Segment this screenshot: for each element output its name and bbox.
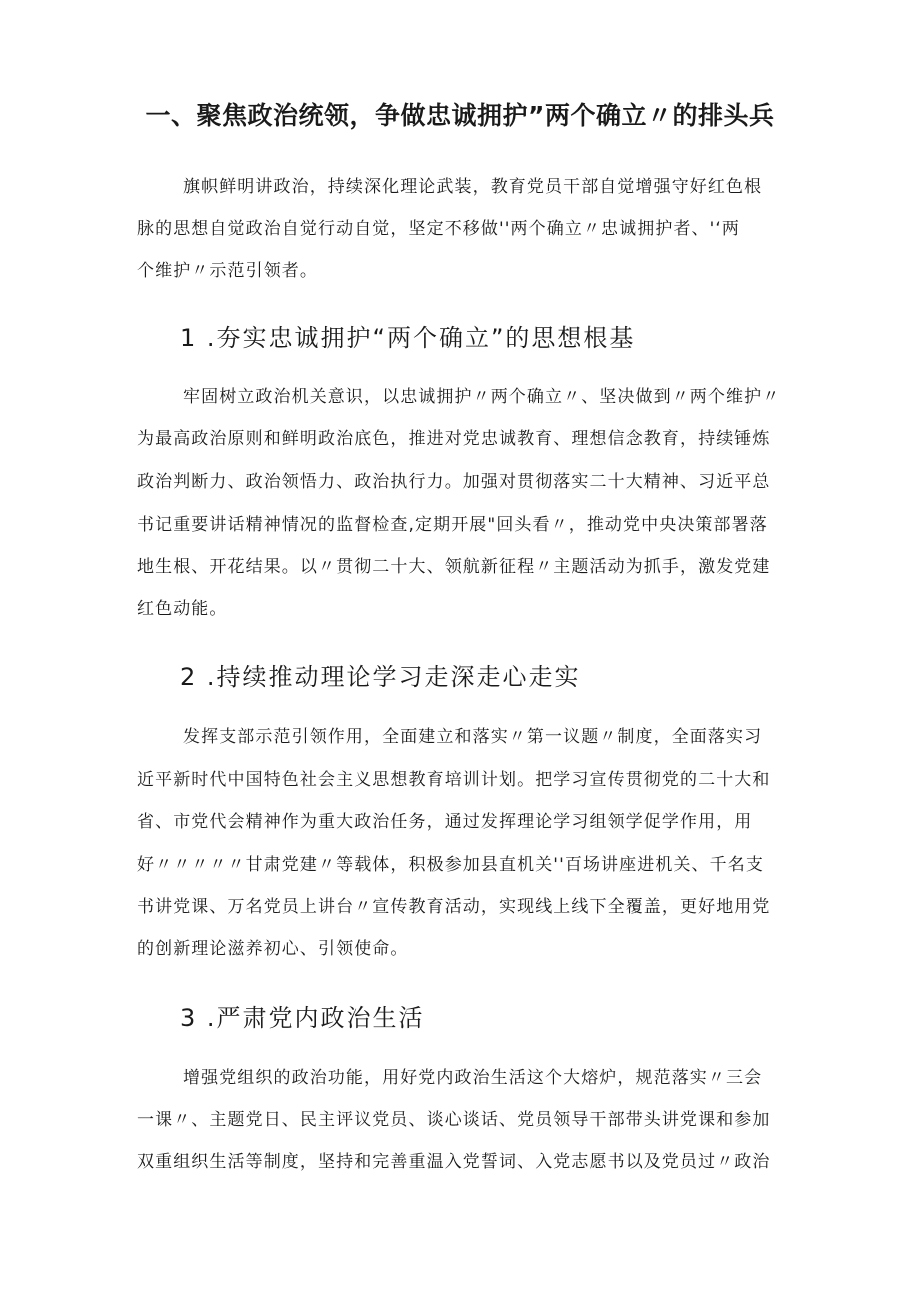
paragraph-line: 脉的思想自觉政治自觉行动自觉，坚定不移做''两个确立〃忠诚拥护者、'‘两 [137, 219, 741, 239]
paragraph-line: 旗帜鲜明讲政治，持续深化理论武装，教育党员干部自觉增强守好红色根 [183, 177, 763, 197]
paragraph-line: 个维护〃示范引领者。 [137, 261, 318, 281]
paragraph-line: 一课〃、主题党日、民主评议党员、谈心谈话、党员领导干部带头讲党课和参加 [137, 1110, 771, 1130]
paragraph-line: 为最高政治原则和鲜明政治底色，推进对党忠诚教育、理想信念教育，持续锤炼 [137, 429, 771, 449]
paragraph-line: 牢固树立政治机关意识，以忠诚拥护〃两个确立〃、坚决做到〃两个维护〃 [183, 387, 781, 407]
paragraph-line: 增强党组织的政治功能，用好党内政治生活这个大熔炉，规范落实〃三会 [183, 1068, 763, 1088]
paragraph-line: 地生根、开花结果。以〃贯彻二十大、领航新征程〃主题活动为抓手，激发党建 [137, 557, 771, 577]
section-heading-2: 2 .持续推动理论学习走深走心走实 [180, 663, 581, 691]
paragraph-line: 书讲党课、万名党员上讲台〃宣传教育活动，实现线上线下全覆盖，更好地用党 [137, 897, 771, 917]
paragraph-line: 双重组织生活等制度，坚持和完善重温入党誓词、入党志愿书以及党员过〃政治 [137, 1152, 771, 1172]
section-heading-3: 3 .严肃党内政治生活 [180, 1004, 425, 1032]
paragraph-line: 近平新时代中国特色社会主义思想教育培训计划。把学习宣传贯彻党的二十大和 [137, 770, 771, 790]
paragraph-line: 省、市党代会精神作为重大政治任务，通过发挥理论学习组领学促学作用，用 [137, 812, 753, 832]
paragraph-line: 的创新理论滋养初心、引领使命。 [137, 939, 409, 959]
paragraph-line: 红色动能。 [137, 599, 228, 619]
paragraph-line: 发挥支部示范引领作用，全面建立和落实〃第一议题〃制度，全面落实习 [183, 727, 763, 747]
paragraph-line: 书记重要讲话精神情况的监督检查,定期开展"回头看〃，推动党中央决策部署落 [137, 515, 768, 535]
paragraph-line: 政治判断力、政治领悟力、政治执行力。加强对贯彻落实二十大精神、习近平总 [137, 472, 771, 492]
paragraph-line: 好〃〃〃〃〃甘肃党建〃等载体，积极参加县直机关''百场讲座进机关、千名支 [137, 855, 764, 875]
document-title: 一、聚焦政治统领，争做忠诚拥护”两个确立〃的排头兵 [145, 101, 775, 130]
section-heading-1: 1 .夯实忠诚拥护“两个确立”的思想根基 [180, 324, 636, 352]
